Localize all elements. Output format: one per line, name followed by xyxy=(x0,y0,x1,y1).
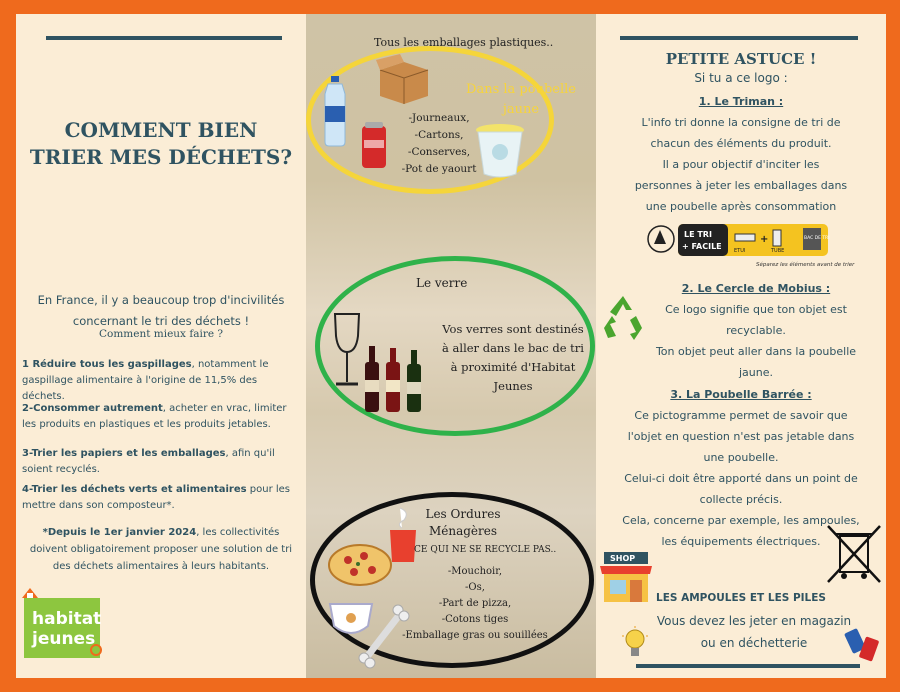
crossed-bin-icon xyxy=(824,522,884,590)
waste-items-list: -Mouchoir, -Os, -Part de pizza, -Cotons tiges -Emballage gras ou souillées xyxy=(402,566,548,641)
svg-text:Séparez les éléments avant de: Séparez les éléments avant de trier xyxy=(756,262,855,268)
batteries-icon xyxy=(844,624,882,668)
svg-text:habitat: habitat xyxy=(32,609,102,629)
yellow-bin-label: Dans la poubelle jaune xyxy=(466,82,576,117)
shop-icon xyxy=(598,550,654,610)
waste-subtitle: CE QUI NE SE RECYCLE PAS.. xyxy=(414,545,557,555)
tip-4: 4-Trier les déchets verts et alimentaires pour les mettre dans son composteur*. xyxy=(22,484,291,511)
svg-text:jeunes: jeunes xyxy=(32,629,96,649)
tips-intro: Si tu a ce logo : xyxy=(694,71,788,85)
svg-text:LE TRI: LE TRI xyxy=(684,230,712,239)
subtitle: Comment mieux faire ? xyxy=(98,328,224,340)
bone-icon xyxy=(358,606,408,670)
tips-title: PETITE ASTUCE ! xyxy=(665,50,817,68)
waste-header: Les Ordures Ménagères xyxy=(425,507,501,538)
top-divider xyxy=(620,36,858,40)
wine-bottles-icon xyxy=(364,346,424,416)
section-mobius: 2. Le Cercle de Mobius : Ce logo signifie que ton objet est recyclable. Ton objet peut aller dans la poubelle jaune. xyxy=(655,282,857,379)
yogurt-pot-icon xyxy=(474,122,526,182)
svg-text:TUBE: TUBE xyxy=(771,248,785,254)
soda-can-icon xyxy=(360,122,388,174)
habitat-jeunes-logo xyxy=(18,584,108,672)
left-panel xyxy=(16,14,306,678)
ampoules-text: Vous devez les jeter en magazin ou en déchetterie xyxy=(656,614,852,650)
tissue-icon xyxy=(388,506,418,568)
bottom-divider xyxy=(636,664,860,668)
top-divider xyxy=(46,36,282,40)
tip-3: 3-Trier les papiers et les emballages, afin qu'il soient recyclés. xyxy=(22,448,275,475)
section-triman: 1. Le Triman : L'info tri donne la consigne de tri de chacun des éléments du produit. Il a pour objectif d'inciter les personnes à jeter les emballages dans une poubelle après consommation xyxy=(634,95,848,213)
page-title xyxy=(16,117,306,171)
svg-text:BAC DE TRI: BAC DE TRI xyxy=(804,236,830,241)
svg-text:+: + xyxy=(760,234,769,245)
triman-logo xyxy=(646,222,855,272)
intro-text: En France, il y a beaucoup trop d'incivilités concernant le tri des déchets ! xyxy=(37,293,285,328)
glass-header: Le verre xyxy=(416,276,468,290)
footnote: *Depuis le 1er janvier 2024, les collectivités doivent obligatoirement proposer une solution de tri des déchets alimentaires à leurs habitants. xyxy=(29,527,293,572)
middle-panel xyxy=(306,14,596,678)
tip-2: 2-Consommer autrement, acheter en vrac, limiter les produits en plastiques et les produits jetables. xyxy=(22,403,287,430)
section-crossed-bin: 3. La Poubelle Barrée : Ce pictogramme permet de savoir que l'objet en question n'est pas jetable dans une poubelle. Celui-ci doit être apporté dans un point de collecte précis. Cela, concerne par exemple, les ampoules, les équipements électriques. xyxy=(622,388,860,548)
lightbulb-icon xyxy=(620,626,650,666)
yellow-header: Tous les emballages plastiques.. xyxy=(374,36,554,49)
title-line-1: COMMENT BIEN xyxy=(64,118,258,142)
right-panel xyxy=(596,14,886,678)
pizza-icon xyxy=(328,542,392,592)
tip-1: 1 Réduire tous les gaspillages, notamment le gaspillage alimentaire à l'origine de 11,5% des déchets. xyxy=(22,359,269,402)
ampoules-title: LES AMPOULES ET LES PILES xyxy=(656,592,826,604)
title-line-2: TRIER MES DÉCHETS? xyxy=(29,145,293,169)
water-bottle-icon xyxy=(322,76,348,150)
svg-text:SHOP: SHOP xyxy=(610,554,636,563)
glass-text: Vos verres sont destinés à aller dans le bac de tri à proximité d'Habitat Jeunes xyxy=(442,322,584,393)
svg-text:+ FACILE: + FACILE xyxy=(682,242,722,251)
svg-text:ETUI: ETUI xyxy=(734,248,746,254)
cardboard-box-icon xyxy=(376,54,432,108)
wine-glass-icon xyxy=(332,312,362,392)
yellow-items-list: -Journeaux, -Cartons, -Conserves, -Pot de yaourt xyxy=(401,112,477,175)
